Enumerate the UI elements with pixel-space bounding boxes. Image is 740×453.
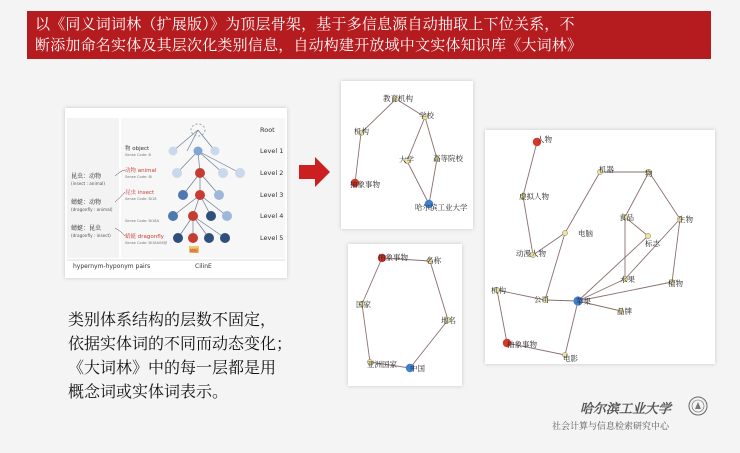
graph-node-label: 公司 <box>534 295 549 304</box>
level-label: Level 2 <box>260 169 284 177</box>
graph-node-label: 抽象事物 <box>350 180 380 189</box>
graph-node-label: 中国 <box>410 364 425 373</box>
graph-node-label: 机构 <box>354 127 369 136</box>
description-text <box>68 308 328 404</box>
graph-node-label: 名称 <box>426 256 441 265</box>
graph-node-label: 机构 <box>491 286 506 295</box>
graph-node-label: 国家 <box>356 300 371 309</box>
university-name: 哈尔滨工业大学 <box>580 402 672 417</box>
graph-node-label: 物 <box>645 169 653 178</box>
graph-apple <box>485 130 715 364</box>
graph2-svg <box>348 244 462 386</box>
graph-node-label: 大学 <box>399 155 414 164</box>
pair-text: 昆虫：动物 <box>71 173 102 180</box>
description-line: 依据实体词的不同而动态变化； <box>68 334 293 353</box>
graph-node-label: 机器 <box>599 165 614 174</box>
cilin-hierarchy-svg <box>65 108 287 278</box>
level-label: Level 3 <box>260 191 284 199</box>
graph-china <box>348 244 462 386</box>
sense-code: Sense Code: B <box>125 153 152 157</box>
sense-code: Sense Code: Bi18A <box>125 219 160 223</box>
footer-left: hypernym-hyponym pairs <box>73 263 151 270</box>
right-arrow-icon <box>299 157 331 187</box>
graph-node-label: 学校 <box>419 111 434 120</box>
graph-node-label: 水果 <box>620 275 635 284</box>
graph-university <box>341 81 473 229</box>
graph-node-label: 地名 <box>441 316 456 325</box>
graph-node-label: 食品 <box>619 213 634 222</box>
graph1-svg <box>341 81 473 229</box>
sense-code: Sense Code: Bi18 <box>125 197 157 201</box>
graph-node-label: 苹果 <box>576 297 591 306</box>
sense-code: Sense Code: Bi18A06@ <box>125 241 168 245</box>
word-label: 动物 animal <box>125 168 157 174</box>
description-line: 《大词林》中的每一层都是用 <box>68 358 277 377</box>
footer-right: CilinE <box>195 263 212 270</box>
university-seal-icon <box>688 396 708 416</box>
graph3-svg <box>485 130 715 364</box>
graph-node-label: 高等院校 <box>433 154 463 163</box>
description-line: 概念词或实体词表示。 <box>68 382 229 401</box>
pair-eng: (insect : animal) <box>71 181 106 186</box>
university-logo <box>552 396 720 436</box>
level-label: Level 4 <box>260 212 284 220</box>
banner-line-2: 断添加命名实体及其层次化类别信息，自动构建开放域中文实体知识库《大词林》 <box>35 36 583 54</box>
pair-text: 蜻蜓：昆虫 <box>71 225 102 232</box>
graph-node-label: 人物 <box>537 135 552 144</box>
sense-code: Sense Code: Bi <box>125 175 153 179</box>
graph-node-label: 动漫人物 <box>516 249 546 258</box>
graph-node-label: 品牌 <box>617 307 632 316</box>
word-label: 蜻蜓 dragonfly <box>125 234 164 240</box>
level-label: Level 1 <box>260 147 284 155</box>
pair-text: 蜻蜓：动物 <box>71 199 102 206</box>
pair-eng: (dragonfly : animal) <box>71 207 113 212</box>
level-label: Level 5 <box>260 234 284 242</box>
word-label: 昆虫 insect <box>125 190 155 196</box>
graph-node-label: 抽象事物 <box>378 253 408 262</box>
root-label: Root <box>260 126 275 134</box>
graph-node-label: 植物 <box>668 279 683 288</box>
title-banner <box>27 11 711 59</box>
description-line: 类别体系结构的层数不固定， <box>68 310 277 329</box>
graph-node-label: 电影 <box>563 354 578 363</box>
graph-node-label: 电脑 <box>578 229 593 238</box>
word-label: 物 object <box>125 146 150 152</box>
graph-node-label: 抽象事物 <box>507 340 537 349</box>
graph-node-label: 亚洲国家 <box>367 360 397 369</box>
banner-line-1: 以《同义词词林（扩展版）》为顶层骨架，基于多信息源自动抽取上下位关系，不 <box>35 15 575 33</box>
graph-node-label: 哈尔滨工业大学 <box>415 203 468 212</box>
graph-node-label: 教育机构 <box>383 94 413 103</box>
cilin-hierarchy-figure <box>65 108 287 278</box>
tree-tag: 蜻蜓 <box>190 248 198 253</box>
pair-eng: (dragonfly : insect) <box>71 233 111 238</box>
graph-node-label: 标志 <box>645 239 660 248</box>
graph-node-label: 虚拟人物 <box>519 192 549 201</box>
lab-name: 社会计算与信息检索研究中心 <box>552 422 670 432</box>
graph-node-label: 生物 <box>678 215 693 224</box>
